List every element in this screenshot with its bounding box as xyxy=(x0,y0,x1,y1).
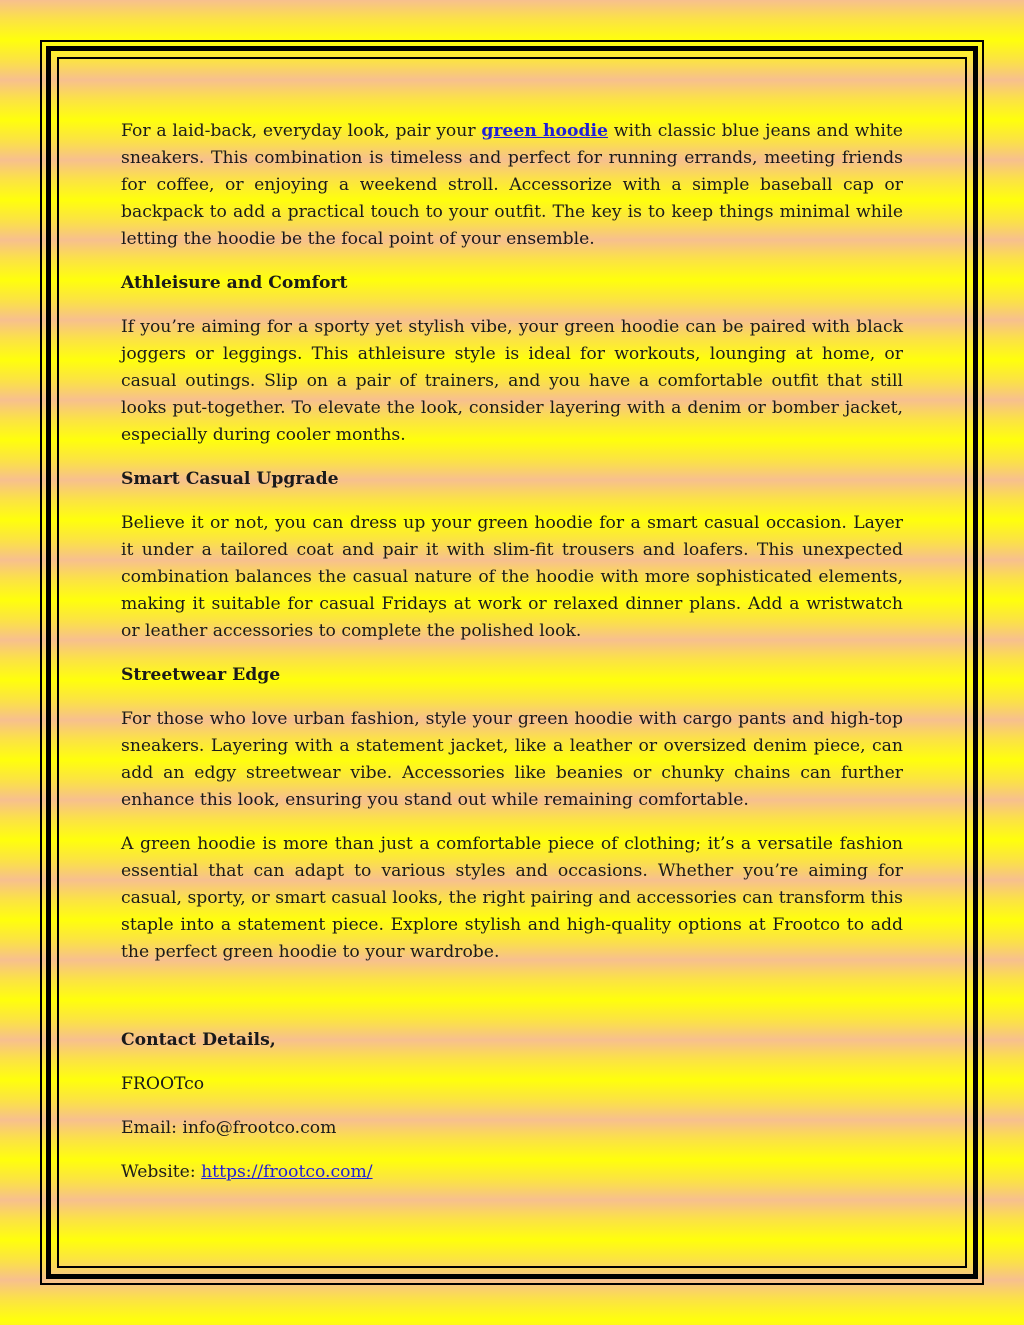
contact-website xyxy=(121,1159,903,1186)
document-body xyxy=(121,118,903,1203)
intro-text-before: For a laid-back, everyday look, pair your xyxy=(121,121,482,141)
spacer xyxy=(121,983,903,1027)
contact-company: FROOTco xyxy=(121,1074,205,1094)
contact-heading: Contact Details, xyxy=(121,1030,276,1050)
section-body-athleisure: If you’re aiming for a sporty yet stylish vibe, your green hoodie can be paired with black joggers or leggings. This athleisure style is ideal for workouts, lounging at home, or casual outings. Slip on a pair of trainers, and you have a comfortable outfit that still looks put-together. To elevate the look, consider layering with a denim or bomber jacket, especially during cooler months. xyxy=(121,317,903,445)
contact-email: Email: info@frootco.com xyxy=(121,1118,337,1138)
intro-text-after: with classic blue jeans and white sneakers. This combination is timeless and perfect for running errands, meeting friends for coffee, or enjoying a weekend stroll. Accessorize with a simple baseball cap or backpack to add a practical touch to your outfit. The key is to keep things minimal while letting the hoodie be the focal point of your ensemble. xyxy=(121,121,903,249)
website-label: Website: xyxy=(121,1162,202,1182)
section-heading-athleisure: Athleisure and Comfort xyxy=(121,273,348,293)
green-hoodie-link[interactable]: green hoodie xyxy=(481,121,608,141)
intro-paragraph xyxy=(121,118,903,253)
section-heading-smart-casual: Smart Casual Upgrade xyxy=(121,469,339,489)
conclusion-paragraph: A green hoodie is more than just a comfortable piece of clothing; it’s a versatile fashion essential that can adapt to various styles and occasions. Whether you’re aiming for casual, sporty, or smart casual looks, the right pairing and accessories can transform this staple into a statement piece. Explore stylish and high-quality options at Frootco to add the perfect green hoodie to your wardrobe. xyxy=(121,834,903,962)
section-body-smart-casual: Believe it or not, you can dress up your green hoodie for a smart casual occasion. Layer it under a tailored coat and pair it with slim-fit trousers and loafers. This unexpected combination balances the casual nature of the hoodie with more sophisticated elements, making it suitable for casual Fridays at work or relaxed dinner plans. Add a wristwatch or leather accessories to complete the polished look. xyxy=(121,513,903,641)
website-link[interactable]: https://frootco.com/ xyxy=(201,1162,373,1182)
section-body-streetwear: For those who love urban fashion, style your green hoodie with cargo pants and high-top sneakers. Layering with a statement jacket, like a leather or oversized denim piece, can add an edgy streetwear vibe. Accessories like beanies or chunky chains can further enhance this look, ensuring you stand out while remaining comfortable. xyxy=(121,709,903,810)
section-heading-streetwear: Streetwear Edge xyxy=(121,665,281,685)
